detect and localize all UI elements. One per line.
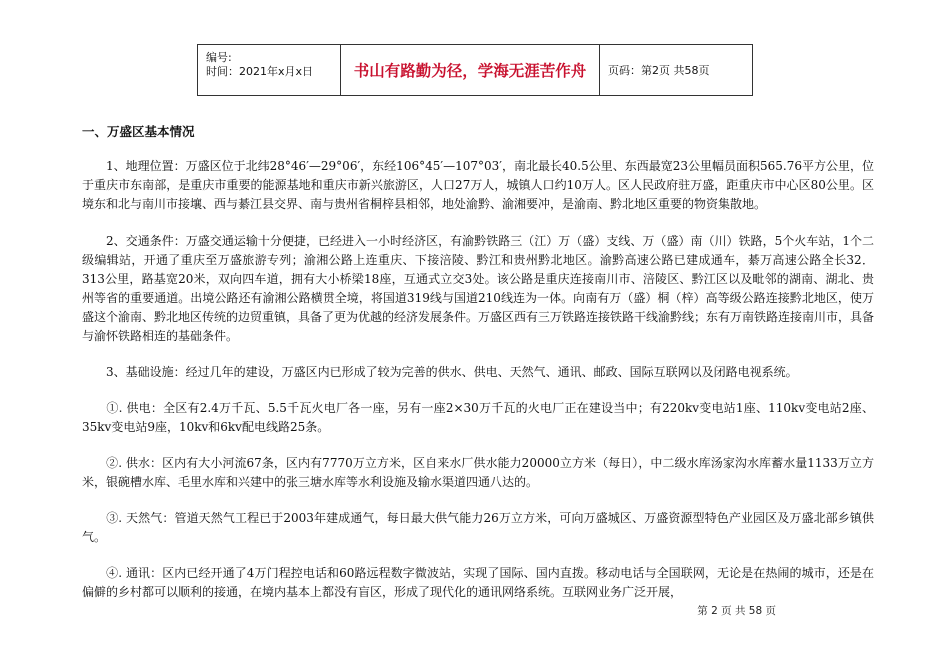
- section-title: 一、万盛区基本情况: [82, 124, 195, 139]
- footer-page-number: 第 2 页 共 58 页: [697, 605, 776, 617]
- header-meta: [198, 45, 341, 95]
- paragraph-transport: 2、交通条件：万盛交通运输十分便捷，已经进入一小时经济区，有渝黔铁路三（江）万（盛）支线、万（盛）南（川）铁路，5个火车站，1个二级编辑站，开通了重庆至万盛旅游专列；渝湘公路上连重庆、下接涪陵、黔江和贵州黔北地区。渝黔高速公路已建成通车，綦万高速公路全长32．313公里，路基宽20米，双向四车道，拥有大小桥梁18座，互通式立交3处。该公路是重庆连接南川市、涪陵区、黔江区以及毗邻的湖南、湖北、贵州等省的重要通道。出境公路还有渝湘公路横贯全境，将国道319线与国道210线连为一体。向南有万（盛）桐（梓）高等级公路连接黔北地区，使万盛这个渝南、黔北地区传统的边贸重镇，具备了更为优越的经济发展条件。万盛区西有三万铁路连接铁路干线渝黔线；东有万南铁路连接南川市，具备与渝怀铁路相连的基础条件。: [82, 234, 875, 343]
- page-label: 页码：第2页 共58页: [608, 64, 710, 77]
- time-label: 时间：2021年x月x日: [206, 65, 314, 78]
- paragraph-water: ②. 供水：区内有大小河流67条，区内有7770万立方米，区自来水厂供水能力20000立方米（每日），中二级水库汤家沟水库蓄水量1133万立方米，银碗槽水库、毛里水库和兴建中的张三塘水库等水利设施及输水渠道四通八达的。: [82, 456, 874, 489]
- motto: 书山有路勤为径，学海无涯苦作舟: [341, 45, 600, 95]
- paragraph-gas: ③. 天然气：管道天然气工程已于2003年建成通气，每日最大供气能力26万立方米，可向万盛城区、万盛资源型特色产业园区及万盛北部乡镇供气。: [82, 511, 874, 544]
- paragraph-telecom: ④. 通讯：区内已经开通了4万门程控电话和60路远程数字微波站，实现了国际、国内直拨。移动电话与全国联网，无论是在热闹的城市，还是在偏僻的乡村都可以顺利的接通，在境内基本上都没有盲区，形成了现代化的通讯网络系统。互联网业务广泛开展，: [82, 566, 874, 599]
- number-label: 编号:: [206, 51, 232, 64]
- paragraph-power: ①. 供电：全区有2.4万千瓦、5.5千瓦火电厂各一座，另有一座2×30万千瓦的火电厂正在建设当中；有220kv变电站1座、110kv变电站2座、35kv变电站9座，10kv和6kv配电线路25条。: [82, 401, 874, 434]
- paragraph-infrastructure: 3、基础设施：经过几年的建设，万盛区内已形成了较为完善的供水、供电、天然气、通讯、邮政、国际互联网以及闭路电视系统。: [82, 365, 798, 379]
- paragraph-location: 1、地理位置：万盛区位于北纬28°46′—29°06′，东经106°45′—107°03′，南北最长40.5公里、东西最宽23公里幅员面积565.76平方公里，位于重庆市东南部，是重庆市重要的能源基地和重庆市新兴旅游区，人口27万人，城镇人口约10万人。区人民政府驻万盛，距重庆市中心区80公里。区境东和北与南川市接壤、西与綦江县交界、南与贵州省桐梓县相邻，地处渝黔、渝湘要冲，是渝南、黔北地区重要的物资集散地。: [82, 159, 874, 211]
- document-body: [82, 114, 874, 602]
- page-header: [197, 44, 753, 96]
